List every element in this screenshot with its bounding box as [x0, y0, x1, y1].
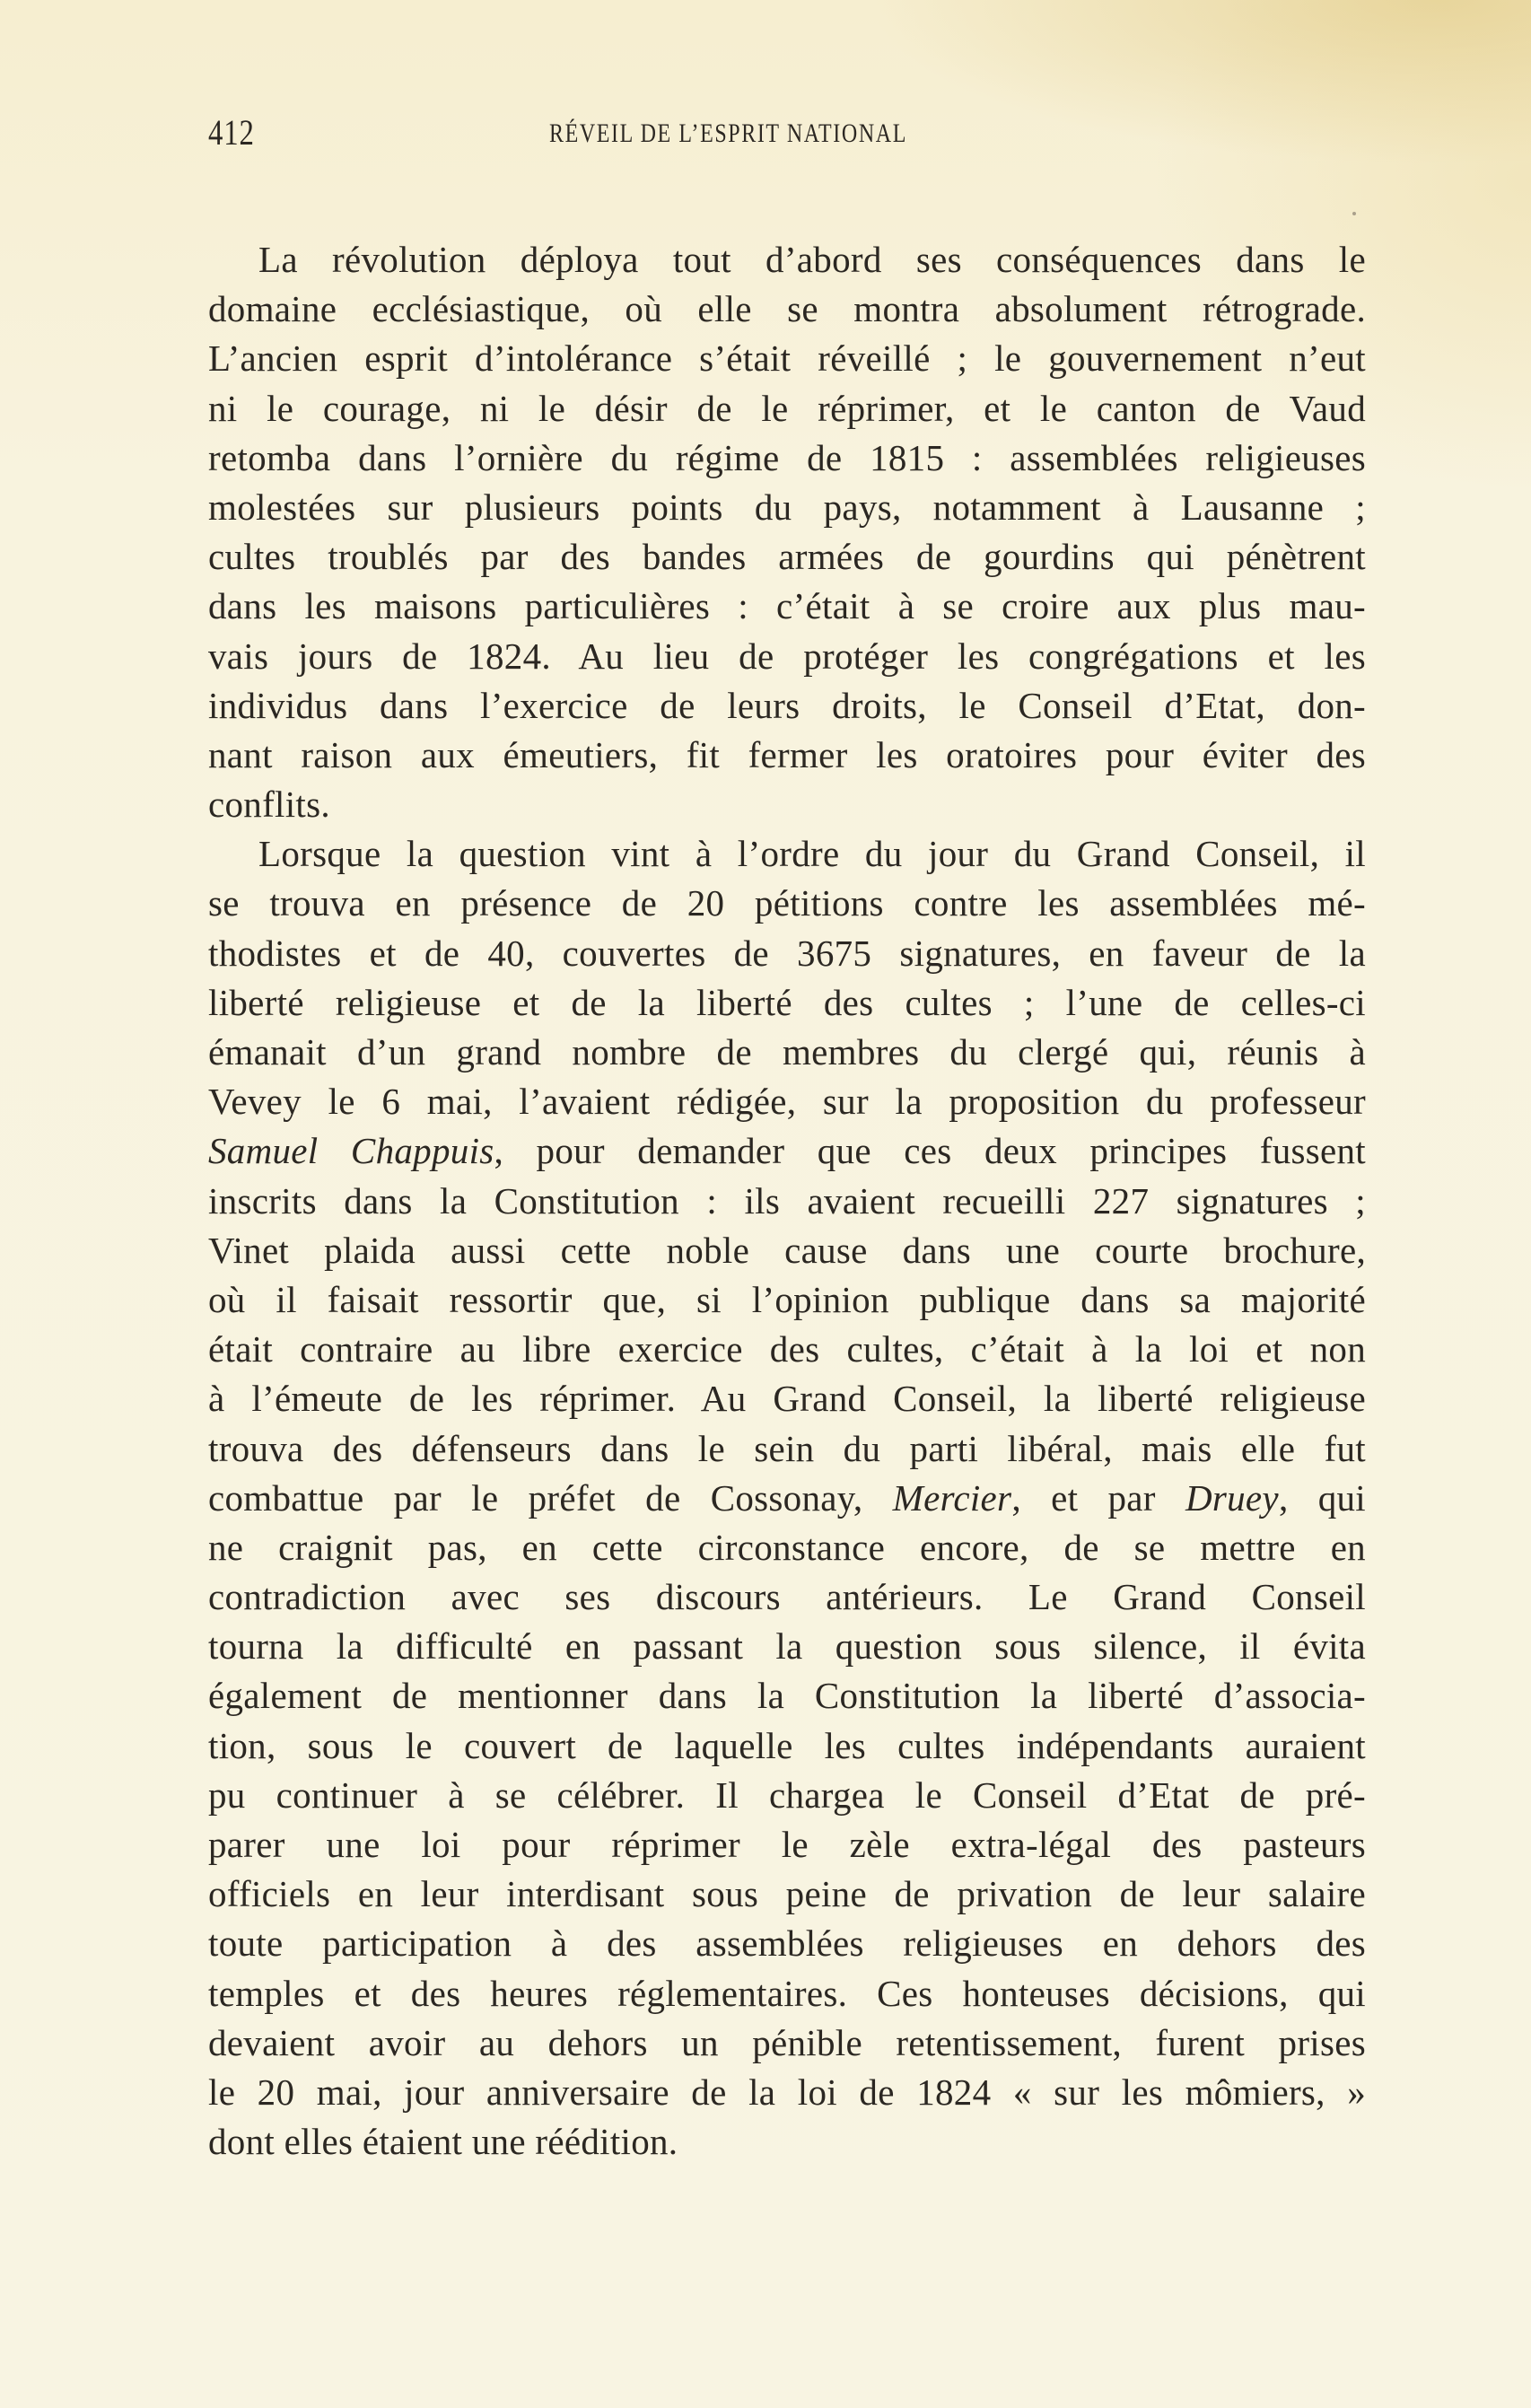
text-line: tion, sous le couvert de laquelle les cultes indépendants auraient: [208, 1724, 1366, 1766]
italic-name-mercier: Mercier: [892, 1476, 1012, 1519]
text-line: La révolution déploya tout d’abord ses conséquences dans le: [258, 239, 1366, 280]
text-line: temples et des heures réglementaires. Ces honteuses décisions, qui: [208, 1972, 1366, 2014]
italic-name-druey: Druey: [1185, 1476, 1279, 1519]
text-line-with-italic: [208, 1474, 1366, 1523]
text-line: le 20 mai, jour anniversaire de la loi de 1824 « sur les mômiers, »: [208, 2071, 1366, 2113]
body-text: [208, 235, 1366, 2167]
text-line: toute participation à des assemblées religieuses en dehors des: [208, 1922, 1366, 1965]
text-line: retomba dans l’ornière du régime de 1815 : assemblées religieuses: [208, 436, 1366, 478]
italic-name-chappuis: Samuel Chappuis: [208, 1130, 494, 1172]
text-line: conflits.: [208, 784, 330, 826]
text-line: où il faisait ressortir que, si l’opinion publique dans sa majorité: [208, 1278, 1366, 1320]
text-line: parer une loi pour réprimer le zèle extra-légal des pasteurs: [208, 1824, 1366, 1865]
text-line: trouva des défenseurs dans le sein du parti libéral, mais elle fut: [208, 1427, 1366, 1469]
text-line: à l’émeute de les réprimer. Au Grand Conseil, la liberté religieuse: [208, 1378, 1366, 1420]
text-run: , qui: [1278, 1476, 1366, 1519]
text-line: était contraire au libre exercice des cultes, c’était à la loi et non: [208, 1328, 1366, 1370]
text-line: individus dans l’exercice de leurs droits, le Conseil d’Etat, don-: [208, 684, 1366, 726]
text-line: dont elles étaient une réédition.: [208, 2121, 678, 2163]
paragraph-2: [208, 829, 1366, 2167]
text-line-with-italic: [208, 1126, 1366, 1176]
text-line: pu continuer à se célébrer. Il chargea le Conseil d’Etat de pré-: [208, 1773, 1366, 1816]
text-line: inscrits dans la Constitution : ils avaient recueilli 227 signatures ;: [208, 1179, 1366, 1222]
text-line: domaine ecclésiastique, où elle se montra absolument rétrograde.: [208, 288, 1366, 330]
text-line: nant raison aux émeutiers, fit fermer les oratoires pour éviter des: [208, 733, 1366, 775]
text-line: dans les maisons particulières : c’était à se croire aux plus mau-: [208, 585, 1366, 627]
text-run: , et par: [1011, 1476, 1185, 1519]
text-line: vais jours de 1824. Au lieu de protéger les congrégations et les: [208, 635, 1366, 677]
text-line: également de mentionner dans la Constitution la liberté d’associa-: [208, 1675, 1366, 1717]
text-line: ni le courage, ni le désir de le réprimer, et le canton de Vaud: [208, 387, 1366, 429]
text-line: Lorsque la question vint à l’ordre du jour du Grand Conseil, il: [258, 833, 1366, 875]
text-line: émanait d’un grand nombre de membres du clergé qui, réunis à: [208, 1031, 1366, 1073]
text-line: tourna la difficulté en passant la question sous silence, il évita: [208, 1625, 1366, 1668]
text-line: Vinet plaida aussi cette noble cause dans une courte brochure,: [208, 1229, 1366, 1271]
text-line: cultes troublés par des bandes armées de gourdins qui pénètrent: [208, 536, 1366, 578]
running-header: [208, 112, 1366, 153]
text-line: Vevey le 6 mai, l’avaient rédigée, sur la proposition du professeur: [208, 1081, 1366, 1123]
paragraph-1: [208, 235, 1366, 829]
text-line: thodistes et de 40, couvertes de 3675 signatures, en faveur de la: [208, 932, 1366, 974]
text-line: se trouva en présence de 20 pétitions contre les assemblées mé-: [208, 882, 1366, 924]
paper-speck: [1352, 212, 1356, 215]
text-line: officiels en leur interdisant sous peine de privation de leur salaire: [208, 1873, 1366, 1915]
text-run: combattue par le préfet de Cossonay,: [208, 1476, 893, 1519]
text-line: molestées sur plusieurs points du pays, notamment à Lausanne ;: [208, 486, 1366, 528]
text-line: contradiction avec ses discours antérieurs. Le Grand Conseil: [208, 1576, 1366, 1618]
page-number: 412: [208, 112, 255, 153]
text-line: ne craignit pas, en cette circonstance encore, de se mettre en: [208, 1526, 1366, 1568]
text-line: liberté religieuse et de la liberté des cultes ; l’une de celles-ci: [208, 981, 1366, 1023]
text-run: , pour demander que ces deux principes fussent: [494, 1130, 1366, 1172]
text-line: devaient avoir au dehors un pénible retentissement, furent prises: [208, 2021, 1366, 2063]
running-title: RÉVEIL DE L’ESPRIT NATIONAL: [549, 118, 907, 148]
text-line: L’ancien esprit d’intolérance s’était réveillé ; le gouvernement n’eut: [208, 337, 1366, 380]
